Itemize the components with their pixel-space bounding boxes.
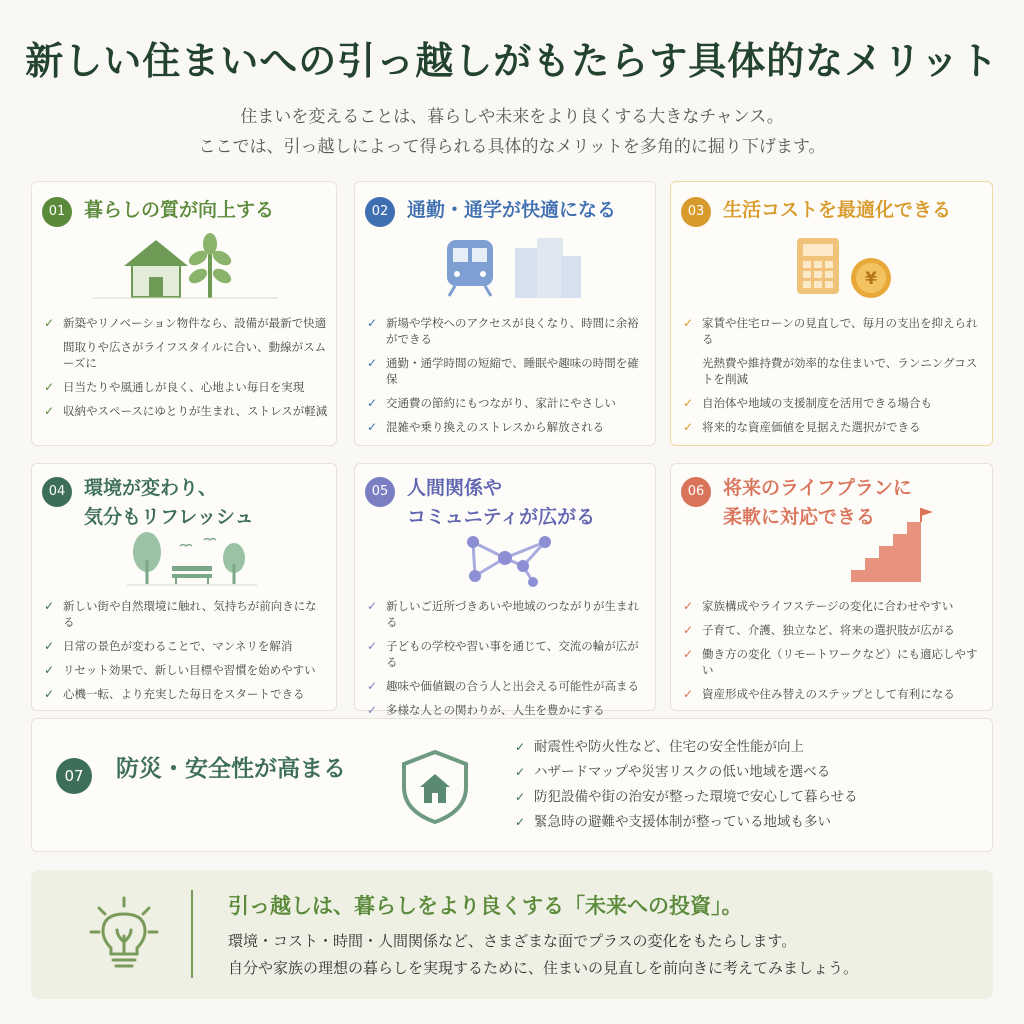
list-item: ✓ 収納やスペースにゆとりが生まれ、ストレスが軽減 xyxy=(44,404,328,418)
summary-panel xyxy=(31,870,993,999)
check-icon: ✓ xyxy=(683,623,694,637)
check-icon: ✓ xyxy=(44,687,55,701)
list-item: ✓ 趣味や価値観の合う人と出会える可能性が高まる xyxy=(367,679,639,693)
check-icon: ✓ xyxy=(683,420,694,434)
card-title: 人間関係や コミュニティが広がる xyxy=(407,477,596,528)
list-item: ✓ 家賃や住宅ローンの見直しで、毎月の支出を抑えられる xyxy=(683,316,978,346)
card-points xyxy=(515,738,982,838)
list-item: ✓ 家族構成やライフステージの変化に合わせやすい xyxy=(683,599,954,613)
list-item: ✓ 混雑や乗り換えのストレスから解放される xyxy=(367,420,605,434)
card-number: 04 xyxy=(42,477,72,507)
benefit-card-01 xyxy=(31,181,337,446)
card-number: 07 xyxy=(56,758,92,794)
check-icon: ✓ xyxy=(367,420,378,434)
check-icon: ✓ xyxy=(367,679,378,693)
check-icon: ✓ xyxy=(367,599,378,613)
house-tree-icon xyxy=(32,232,336,302)
summary-line: 環境・コスト・時間・人間関係など、さまざまな面でプラスの変化をもたらします。 xyxy=(228,932,797,950)
card-points xyxy=(44,598,328,710)
check-icon: ✓ xyxy=(683,316,694,330)
check-icon: ✓ xyxy=(44,639,55,653)
list-item: ✓ ハザードマップや災害リスクの低い地域を選べる xyxy=(515,764,831,780)
card-number: 03 xyxy=(681,197,711,227)
check-icon: ✓ xyxy=(367,316,378,330)
park-icon xyxy=(32,530,336,586)
list-item: ✓ 働き方の変化（リモートワークなど）にも適応しやすい xyxy=(683,647,978,677)
card-points xyxy=(367,598,647,726)
lightbulb-icon xyxy=(89,896,159,976)
card-number: 02 xyxy=(365,197,395,227)
list-item: ✓ 資産形成や住み替えのステップとして有利になる xyxy=(683,687,955,701)
check-icon: ✓ xyxy=(44,663,55,677)
check-icon: ✓ xyxy=(44,404,55,418)
benefit-card-02 xyxy=(354,181,656,446)
subtitle-line: 住まいを変えることは、暮らしや未来をより良くする大きなチャンス。 xyxy=(240,107,784,127)
check-icon: ✓ xyxy=(367,703,378,717)
card-points xyxy=(367,315,647,443)
check-icon: ✓ xyxy=(683,599,694,613)
list-item: ✓ 多様な人との関わりが、人生を豊かにする xyxy=(367,703,605,717)
benefit-card-07 xyxy=(31,718,993,852)
list-item: 光熱費や維持費が効率的な住まいで、ランニングコストを削減 xyxy=(702,356,978,386)
list-item: ✓ 新場や学校へのアクセスが良くなり、時間に余裕ができる xyxy=(367,316,639,346)
card-title: 防災・安全性が高まる xyxy=(116,756,346,782)
list-item: ✓ 子育て、介護、独立など、将来の選択肢が広がる xyxy=(683,623,955,637)
divider xyxy=(191,890,193,978)
stairs-flag-icon xyxy=(671,508,992,584)
list-item: ✓ 防犯設備や街の治安が整った環境で安心して暮らせる xyxy=(515,789,858,805)
check-icon: ✓ xyxy=(515,740,526,754)
benefit-card-05 xyxy=(354,463,656,717)
list-item: ✓ 緊急時の避難や支援体制が整っている地域も多い xyxy=(515,814,831,830)
list-item: ✓ リセット効果で、新しい目標や習慣を始めやすい xyxy=(44,663,316,677)
page-title: 新しい住まいへの引っ越しがもたらす具体的なメリット xyxy=(25,38,999,83)
card-number: 01 xyxy=(42,197,72,227)
card-title: 環境が変わり、 気分もリフレッシュ xyxy=(84,477,254,528)
check-icon: ✓ xyxy=(44,316,55,330)
check-icon: ✓ xyxy=(367,356,378,370)
network-icon xyxy=(355,530,655,590)
check-icon: ✓ xyxy=(515,790,526,804)
check-icon: ✓ xyxy=(683,647,694,661)
card-number: 05 xyxy=(365,477,395,507)
check-icon: ✓ xyxy=(683,687,694,701)
list-item: ✓ 交通費の節約にもつながり、家計にやさしい xyxy=(367,396,616,410)
check-icon: ✓ xyxy=(367,639,378,653)
check-icon: ✓ xyxy=(683,396,694,410)
card-points xyxy=(683,598,984,710)
check-icon: ✓ xyxy=(515,815,526,829)
card-points xyxy=(683,315,984,443)
list-item: ✓ 日常の景色が変わることで、マンネリを解消 xyxy=(44,639,293,653)
card-points xyxy=(44,315,328,427)
benefit-card-04 xyxy=(31,463,337,711)
list-item: ✓ 通勤・通学時間の短縮で、睡眠や趣味の時間を確保 xyxy=(367,356,639,386)
shield-house-icon xyxy=(400,749,470,825)
card-title: 将来のライフプランに 柔軟に対応できる xyxy=(723,477,912,528)
summary-title: 引っ越しは、暮らしをより良くする「未来への投資」。 xyxy=(228,894,743,918)
list-item: ✓ 自治体や地域の支援制度を活用できる場合も xyxy=(683,396,932,410)
subtitle-line: ここでは、引っ越しによって得られる具体的なメリットを多角的に掘り下げます。 xyxy=(198,137,826,157)
list-item: ✓ 耐震性や防火性など、住宅の安全性能が向上 xyxy=(515,739,804,755)
card-title: 通勤・通学が快適になる xyxy=(407,199,617,221)
check-icon: ✓ xyxy=(44,380,55,394)
calculator-yen-icon xyxy=(671,234,992,300)
svg-text:¥: ¥ xyxy=(865,269,877,289)
list-item: ✓ 新築やリノベーション物件なら、設備が最新で快適 xyxy=(44,316,327,330)
list-item: ✓ 子どもの学校や習い事を通じて、交流の輪が広がる xyxy=(367,639,639,669)
benefit-card-06 xyxy=(670,463,993,711)
check-icon: ✓ xyxy=(44,599,55,613)
page-subtitle xyxy=(0,102,1024,162)
check-icon: ✓ xyxy=(367,396,378,410)
summary-line: 自分や家族の理想の暮らしを実現するために、住まいの見直しを前向きに考えてみましょう。 xyxy=(228,959,859,977)
list-item: ✓ 新しいご近所づきあいや地域のつながりが生まれる xyxy=(367,599,639,629)
list-item: ✓ 心機一転、より充実した毎日をスタートできる xyxy=(44,687,305,701)
list-item: 間取りや広さがライフスタイルに合い、動線がスムーズに xyxy=(63,340,327,370)
card-title: 生活コストを最適化できる xyxy=(723,199,952,221)
card-number: 06 xyxy=(681,477,711,507)
benefit-card-03 xyxy=(670,181,993,446)
check-icon: ✓ xyxy=(515,765,526,779)
card-title: 暮らしの質が向上する xyxy=(84,199,275,221)
train-building-icon xyxy=(355,234,655,300)
list-item: ✓ 新しい街や自然環境に触れ、気持ちが前向きになる xyxy=(44,599,317,629)
list-item: ✓ 将来的な資産価値を見据えた選択ができる xyxy=(683,420,921,434)
list-item: ✓ 日当たりや風通しが良く、心地よい毎日を実現 xyxy=(44,380,305,394)
